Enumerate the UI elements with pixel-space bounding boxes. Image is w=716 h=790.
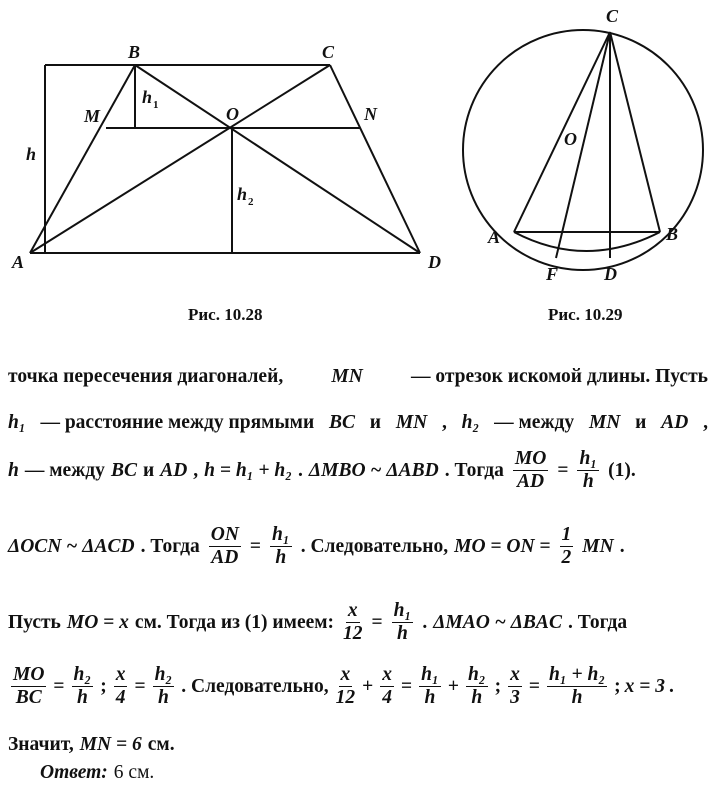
math: MN = 6 xyxy=(79,734,142,755)
text: точка пересечения диагоналей, xyxy=(8,366,284,387)
fraction xyxy=(72,664,94,710)
denominator: 3 xyxy=(510,687,520,709)
label-B: B xyxy=(666,224,679,244)
answer-value: 6 см. xyxy=(113,762,155,783)
label-D: D xyxy=(604,264,617,284)
denominator: h xyxy=(157,687,169,709)
numerator: x xyxy=(380,664,394,687)
text: — между xyxy=(24,459,105,481)
fraction xyxy=(270,524,292,570)
math: MO = ON = xyxy=(454,535,551,557)
text: . xyxy=(619,535,625,557)
text: . Следовательно, xyxy=(181,675,329,697)
text-line-6 xyxy=(8,664,708,710)
text: — между xyxy=(494,412,575,433)
text: (1). xyxy=(608,459,636,481)
text: см. xyxy=(147,734,175,755)
text: и xyxy=(635,412,647,433)
text: . Тогда xyxy=(140,535,200,557)
math: MO = x xyxy=(66,611,129,633)
numerator: h₁ + h₂ xyxy=(547,664,607,687)
text: + xyxy=(362,675,374,697)
fraction xyxy=(343,600,363,646)
denominator: h xyxy=(275,547,287,569)
text: см. Тогда из (1) имеем: xyxy=(134,611,335,633)
math: ΔMBO ~ ΔABD xyxy=(308,459,439,481)
math: AD xyxy=(160,459,188,481)
text: . Тогда xyxy=(444,459,504,481)
label-B: B xyxy=(128,42,141,62)
label-C: C xyxy=(322,42,335,62)
numerator: h₁ xyxy=(392,600,414,623)
label-h2: h xyxy=(237,184,248,204)
denominator: 12 xyxy=(335,687,356,709)
denominator: h xyxy=(582,471,594,493)
math: ΔOCN ~ ΔACD xyxy=(8,535,135,557)
answer-label: Ответ: xyxy=(40,762,108,783)
text: . xyxy=(422,611,428,633)
fraction xyxy=(114,664,128,710)
text: ; xyxy=(614,675,621,697)
math: h₂ xyxy=(461,412,480,433)
fraction xyxy=(209,524,241,570)
text: и xyxy=(142,459,155,481)
text: + xyxy=(447,675,459,697)
text-line-7 xyxy=(8,734,708,756)
numerator: x xyxy=(346,600,360,623)
numerator: h₁ xyxy=(270,524,292,547)
text: Значит, xyxy=(8,734,74,755)
denominator: BC xyxy=(15,687,42,709)
text: = xyxy=(53,675,65,697)
label-M: M xyxy=(84,106,101,126)
text-line-3 xyxy=(8,448,708,494)
fraction xyxy=(577,448,599,494)
label-h2-sub: 2 xyxy=(248,196,254,208)
text-line-5 xyxy=(8,600,708,646)
numerator: h₂ xyxy=(72,664,94,687)
answer-line xyxy=(40,762,708,784)
label-N: N xyxy=(364,104,377,124)
math: h = h₁ + h₂ xyxy=(204,459,293,481)
text: = xyxy=(401,675,413,697)
numerator: h₁ xyxy=(577,448,599,471)
text: — расстояние между прямыми xyxy=(40,412,315,433)
text: — отрезок искомой длины. Пусть xyxy=(410,366,708,387)
text: = xyxy=(249,535,262,557)
text: ; xyxy=(100,675,107,697)
label-A: A xyxy=(488,227,501,247)
text: . Следовательно, xyxy=(300,535,449,557)
fraction xyxy=(11,664,46,710)
label-C: C xyxy=(606,6,619,26)
figure-10-29-circle xyxy=(456,0,716,300)
text: , xyxy=(193,459,199,481)
label-O: O xyxy=(226,104,239,124)
text-line-4 xyxy=(8,524,708,570)
math: h₁ xyxy=(8,412,26,433)
text-line-2 xyxy=(8,412,708,434)
numerator: 1 xyxy=(560,524,574,547)
fraction xyxy=(380,664,394,710)
math: h xyxy=(8,459,19,481)
label-h: h xyxy=(26,144,37,164)
fraction xyxy=(547,664,607,710)
numerator: x xyxy=(114,664,128,687)
text: = xyxy=(134,675,146,697)
text: , xyxy=(703,412,708,433)
math: BC xyxy=(328,412,355,433)
math: x = 3 xyxy=(624,675,665,697)
math: MN xyxy=(395,412,428,433)
numerator: h₂ xyxy=(466,664,488,687)
fraction xyxy=(513,448,548,494)
fraction xyxy=(560,524,574,570)
math: AD xyxy=(661,412,689,433)
numerator: x xyxy=(508,664,522,687)
label-O: O xyxy=(564,129,577,149)
denominator: h xyxy=(424,687,436,709)
denominator: 12 xyxy=(343,623,363,645)
label-h1: h xyxy=(142,87,153,107)
text: ; xyxy=(494,675,502,697)
label-F: F xyxy=(546,264,559,284)
numerator: x xyxy=(339,664,353,687)
label-h1-sub: 1 xyxy=(153,99,159,111)
numerator: h₁ xyxy=(419,664,441,687)
numerator: MO xyxy=(513,448,548,471)
denominator: 2 xyxy=(561,547,572,569)
text: = xyxy=(371,611,383,633)
fraction xyxy=(392,600,414,646)
denominator: h xyxy=(471,687,483,709)
numerator: h₂ xyxy=(153,664,175,687)
text: . xyxy=(669,675,674,697)
numerator: ON xyxy=(209,524,241,547)
math: BC xyxy=(110,459,137,481)
text-line-1 xyxy=(8,366,708,388)
denominator: h xyxy=(571,687,583,709)
fraction xyxy=(508,664,522,710)
text: . Тогда xyxy=(567,611,628,633)
fraction xyxy=(153,664,175,710)
fraction xyxy=(419,664,441,710)
denominator: 4 xyxy=(382,687,393,709)
text: = xyxy=(557,459,569,481)
text: Пусть xyxy=(8,611,61,633)
caption-10-28: Рис. 10.28 xyxy=(188,305,263,324)
denominator: h xyxy=(397,623,408,645)
denominator: h xyxy=(76,687,88,709)
math: MN xyxy=(331,366,363,387)
text: = xyxy=(528,675,540,697)
denominator: AD xyxy=(517,471,545,493)
fraction xyxy=(336,664,356,710)
fraction xyxy=(466,664,488,710)
text: и xyxy=(369,412,382,433)
label-D: D xyxy=(428,252,441,272)
math: ΔMAO ~ ΔBAC xyxy=(433,611,562,633)
label-A: A xyxy=(12,252,25,272)
text: , xyxy=(442,412,447,433)
numerator: MO xyxy=(11,664,46,687)
math: MN xyxy=(582,535,614,557)
text: . xyxy=(298,459,303,481)
denominator: AD xyxy=(211,547,239,569)
denominator: 4 xyxy=(115,687,126,709)
math: MN xyxy=(588,412,621,433)
caption-10-29: Рис. 10.29 xyxy=(548,305,623,324)
figure-10-28-trapezoid xyxy=(0,0,460,300)
